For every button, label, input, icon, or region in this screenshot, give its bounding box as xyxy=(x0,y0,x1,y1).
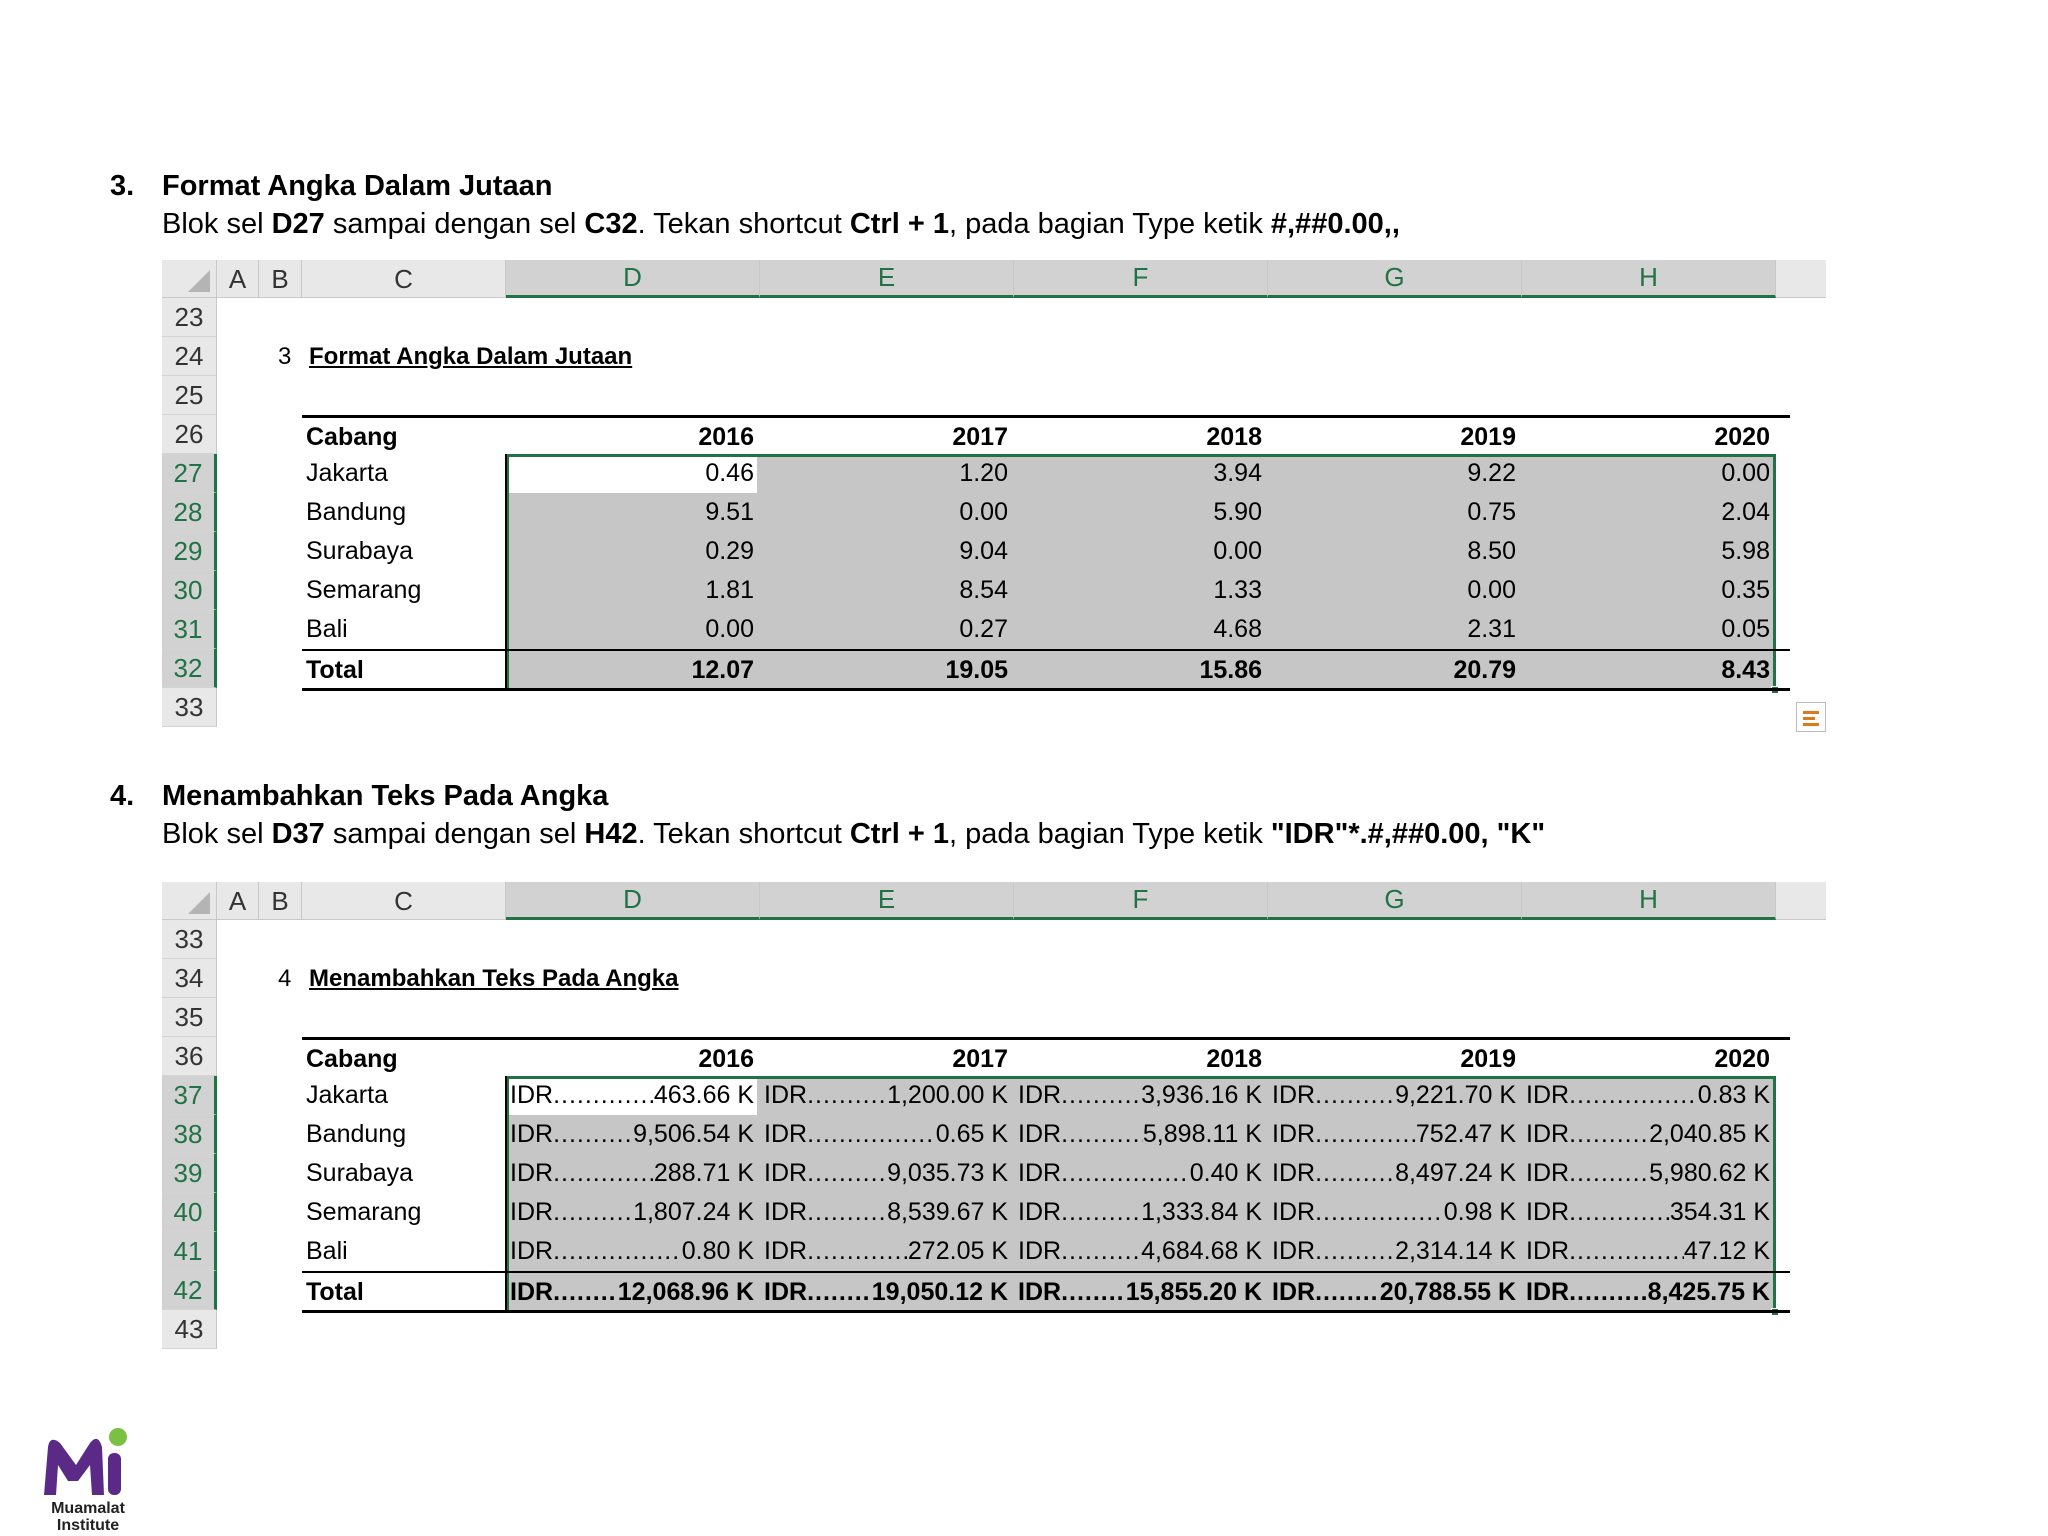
table-number: 3 xyxy=(278,343,292,370)
cell[interactable]: IDR ..... 354.31 K xyxy=(1522,1193,1776,1232)
cell[interactable]: Bandung xyxy=(306,1120,407,1148)
table-header-row xyxy=(302,1037,1790,1076)
section-3-instructions: Blok sel D27 sampai dengan sel C32. Tekan shortcut Ctrl + 1, pada bagian Type ketik #,##0.00,, xyxy=(162,208,1400,240)
row-header[interactable]: 26 xyxy=(162,415,217,454)
cell[interactable]: 0.00 xyxy=(1721,459,1770,487)
column-header-c[interactable]: C xyxy=(302,260,506,298)
cell[interactable]: 0.46 xyxy=(705,459,754,487)
cell[interactable]: Jakarta xyxy=(306,1081,388,1109)
cell[interactable]: IDR ..... 752.47 K xyxy=(1268,1115,1522,1154)
total-cell[interactable]: Total xyxy=(306,1278,364,1306)
row-header[interactable]: 30 xyxy=(162,571,217,610)
cell[interactable]: Semarang xyxy=(306,576,422,604)
header-cell: 2019 xyxy=(1460,423,1516,451)
cell[interactable]: Jakarta xyxy=(306,459,388,487)
row-header-column xyxy=(162,920,217,1349)
cell[interactable]: 2.31 xyxy=(1467,615,1516,643)
row-header[interactable]: 43 xyxy=(162,1310,217,1349)
header-cell: 2020 xyxy=(1714,1045,1770,1073)
cell[interactable]: IDR ..... 8,497.24 K xyxy=(1268,1154,1522,1193)
table-row xyxy=(302,454,1790,493)
row-header[interactable]: 42 xyxy=(162,1271,217,1310)
table-number: 4 xyxy=(278,965,292,992)
row-header-column xyxy=(162,298,217,727)
row-header[interactable]: 39 xyxy=(162,1154,217,1193)
table-title: Format Angka Dalam Jutaan xyxy=(309,343,633,370)
table-row xyxy=(302,1154,1790,1193)
row-header[interactable]: 31 xyxy=(162,610,217,649)
total-cell[interactable]: Total xyxy=(306,656,364,684)
table-row xyxy=(302,532,1790,571)
column-header-d[interactable]: D xyxy=(506,260,760,298)
spreadsheet-screenshot-1 xyxy=(162,260,1826,740)
column-header-g[interactable]: G xyxy=(1268,882,1522,920)
row-header[interactable]: 37 xyxy=(162,1076,217,1115)
cell[interactable]: Surabaya xyxy=(306,537,414,565)
total-cell[interactable]: IDR ..... 15,855.20 K xyxy=(1014,1273,1268,1312)
section-3-heading xyxy=(110,170,553,203)
cell[interactable]: Bali xyxy=(306,1237,348,1265)
cell[interactable]: 3.94 xyxy=(1213,459,1262,487)
cell[interactable]: Bandung xyxy=(306,498,407,526)
row-header[interactable]: 34 xyxy=(162,959,217,998)
cell[interactable]: 0.05 xyxy=(1721,615,1770,643)
row-header[interactable]: 27 xyxy=(162,454,217,493)
row-header[interactable]: 36 xyxy=(162,1037,217,1076)
column-header-h[interactable]: H xyxy=(1522,260,1776,298)
cell[interactable]: IDR ..... 0.98 K xyxy=(1268,1193,1522,1232)
total-cell[interactable]: IDR ..... 12,068.96 K xyxy=(506,1273,760,1312)
table-row xyxy=(302,1193,1790,1232)
row-header[interactable]: 40 xyxy=(162,1193,217,1232)
header-cell: 2020 xyxy=(1714,423,1770,451)
header-cell: Cabang xyxy=(306,1045,398,1073)
column-header-c[interactable]: C xyxy=(302,882,506,920)
column-header-d[interactable]: D xyxy=(506,882,760,920)
cell[interactable]: 5.90 xyxy=(1213,498,1262,526)
table-row xyxy=(302,493,1790,532)
cell[interactable]: IDR ..... 288.71 K xyxy=(506,1154,760,1193)
header-cell: Cabang xyxy=(306,423,398,451)
total-cell[interactable]: 20.79 xyxy=(1453,656,1516,684)
row-header[interactable]: 33 xyxy=(162,920,217,959)
table-total-row xyxy=(302,1271,1790,1313)
section-title: Menambahkan Teks Pada Angka xyxy=(162,780,609,812)
header-cell: 2016 xyxy=(698,1045,754,1073)
table-row xyxy=(302,1232,1790,1271)
cell[interactable]: 0.00 xyxy=(959,498,1008,526)
cell[interactable]: 0.00 xyxy=(1467,576,1516,604)
cell[interactable]: IDR ..... 2,040.85 K xyxy=(1522,1115,1776,1154)
total-cell[interactable]: 12.07 xyxy=(691,656,754,684)
cell[interactable]: 0.29 xyxy=(705,537,754,565)
cell[interactable]: Surabaya xyxy=(306,1159,414,1187)
column-header-b[interactable]: B xyxy=(259,882,302,920)
cell[interactable]: 8.50 xyxy=(1467,537,1516,565)
table-row xyxy=(302,610,1790,649)
table-header-row xyxy=(302,415,1790,454)
cell[interactable]: Semarang xyxy=(306,1198,422,1226)
cell[interactable]: 0.00 xyxy=(705,615,754,643)
logo-text: Muamalat Institute xyxy=(51,1500,125,1534)
cell[interactable]: 4.68 xyxy=(1213,615,1262,643)
cell[interactable]: IDR ..... 8,539.67 K xyxy=(760,1193,1014,1232)
cell[interactable]: 0.00 xyxy=(1213,537,1262,565)
cell[interactable]: IDR ..... 0.80 K xyxy=(506,1232,760,1271)
spreadsheet-screenshot-2 xyxy=(162,882,1826,1362)
section-4-heading xyxy=(110,780,608,813)
total-cell[interactable]: IDR ..... 19,050.12 K xyxy=(760,1273,1014,1312)
cell[interactable]: IDR ..... 463.66 K xyxy=(506,1076,760,1115)
cell[interactable]: IDR ..... 5,898.11 K xyxy=(1014,1115,1268,1154)
column-header-h[interactable]: H xyxy=(1522,882,1776,920)
header-cell: 2017 xyxy=(952,423,1008,451)
column-header-a[interactable]: A xyxy=(217,260,259,298)
cell[interactable]: IDR ..... 3,936.16 K xyxy=(1014,1076,1268,1115)
cell[interactable]: IDR ..... 1,333.84 K xyxy=(1014,1193,1268,1232)
table-title: Menambahkan Teks Pada Angka xyxy=(309,965,679,992)
cell[interactable]: IDR ..... 9,221.70 K xyxy=(1268,1076,1522,1115)
total-cell[interactable]: 8.43 xyxy=(1721,656,1770,684)
section-4-instructions: Blok sel D37 sampai dengan sel H42. Tekan shortcut Ctrl + 1, pada bagian Type ketik "IDR"*.#,##0.00, "K" xyxy=(162,818,1546,850)
row-header[interactable]: 41 xyxy=(162,1232,217,1271)
cell[interactable]: 1.20 xyxy=(959,459,1008,487)
total-cell[interactable]: IDR ..... 20,788.55 K xyxy=(1268,1273,1522,1312)
cell[interactable]: IDR ..... 9,035.73 K xyxy=(760,1154,1014,1193)
column-header-f[interactable]: F xyxy=(1014,260,1268,298)
quick-analysis-icon[interactable] xyxy=(1796,702,1826,732)
section-number: 3. xyxy=(110,170,135,202)
cell[interactable]: IDR ..... 1,200.00 K xyxy=(760,1076,1014,1115)
header-cell: 2019 xyxy=(1460,1045,1516,1073)
row-header[interactable]: 23 xyxy=(162,298,217,337)
row-header[interactable]: 35 xyxy=(162,998,217,1037)
section-title: Format Angka Dalam Jutaan xyxy=(162,170,553,202)
row-header[interactable]: 24 xyxy=(162,337,217,376)
column-header-e[interactable]: E xyxy=(760,260,1014,298)
row-header[interactable]: 33 xyxy=(162,688,217,727)
cell[interactable]: IDR ..... 0.40 K xyxy=(1014,1154,1268,1193)
cell[interactable]: IDR ..... 4,684.68 K xyxy=(1014,1232,1268,1271)
logo-mark-icon xyxy=(38,1425,138,1500)
select-all-corner[interactable] xyxy=(162,882,217,920)
column-header-f[interactable]: F xyxy=(1014,882,1268,920)
cell[interactable]: IDR ..... 0.65 K xyxy=(760,1115,1014,1154)
cell[interactable]: IDR ..... 47.12 K xyxy=(1522,1232,1776,1271)
section-number: 4. xyxy=(110,780,135,812)
cell[interactable]: 9.51 xyxy=(705,498,754,526)
total-cell[interactable]: 19.05 xyxy=(945,656,1008,684)
header-cell: 2018 xyxy=(1206,423,1262,451)
table-row xyxy=(302,571,1790,610)
cell[interactable]: IDR ..... 2,314.14 K xyxy=(1268,1232,1522,1271)
cell[interactable]: IDR ..... 272.05 K xyxy=(760,1232,1014,1271)
cell[interactable]: 5.98 xyxy=(1721,537,1770,565)
cell[interactable]: 1.33 xyxy=(1213,576,1262,604)
row-header[interactable]: 38 xyxy=(162,1115,217,1154)
cell[interactable]: IDR ..... 1,807.24 K xyxy=(506,1193,760,1232)
cell[interactable]: Bali xyxy=(306,615,348,643)
table-total-row xyxy=(302,649,1790,691)
row-header[interactable]: 25 xyxy=(162,376,217,415)
column-header-bar xyxy=(162,882,1826,920)
cell[interactable]: 0.75 xyxy=(1467,498,1516,526)
cell[interactable]: IDR ..... 5,980.62 K xyxy=(1522,1154,1776,1193)
column-header-e[interactable]: E xyxy=(760,882,1014,920)
cell[interactable]: 9.22 xyxy=(1467,459,1516,487)
table-row xyxy=(302,1076,1790,1115)
header-cell: 2016 xyxy=(698,423,754,451)
row-header[interactable]: 32 xyxy=(162,649,217,688)
header-cell: 2018 xyxy=(1206,1045,1262,1073)
column-header-g[interactable]: G xyxy=(1268,260,1522,298)
table-row xyxy=(302,1115,1790,1154)
cell[interactable]: 1.81 xyxy=(705,576,754,604)
cell[interactable]: 0.27 xyxy=(959,615,1008,643)
cell[interactable]: IDR ..... 0.83 K xyxy=(1522,1076,1776,1115)
cell[interactable]: 2.04 xyxy=(1721,498,1770,526)
cell[interactable]: 8.54 xyxy=(959,576,1008,604)
column-header-bar xyxy=(162,260,1826,298)
header-cell: 2017 xyxy=(952,1045,1008,1073)
cell[interactable]: 0.35 xyxy=(1721,576,1770,604)
cell[interactable]: 9.04 xyxy=(959,537,1008,565)
total-cell[interactable]: IDR ..... 8,425.75 K xyxy=(1522,1273,1776,1312)
row-header[interactable]: 29 xyxy=(162,532,217,571)
row-header[interactable]: 28 xyxy=(162,493,217,532)
total-cell[interactable]: 15.86 xyxy=(1199,656,1262,684)
column-header-a[interactable]: A xyxy=(217,882,259,920)
column-header-b[interactable]: B xyxy=(259,260,302,298)
cell[interactable]: IDR ..... 9,506.54 K xyxy=(506,1115,760,1154)
select-all-corner[interactable] xyxy=(162,260,217,298)
